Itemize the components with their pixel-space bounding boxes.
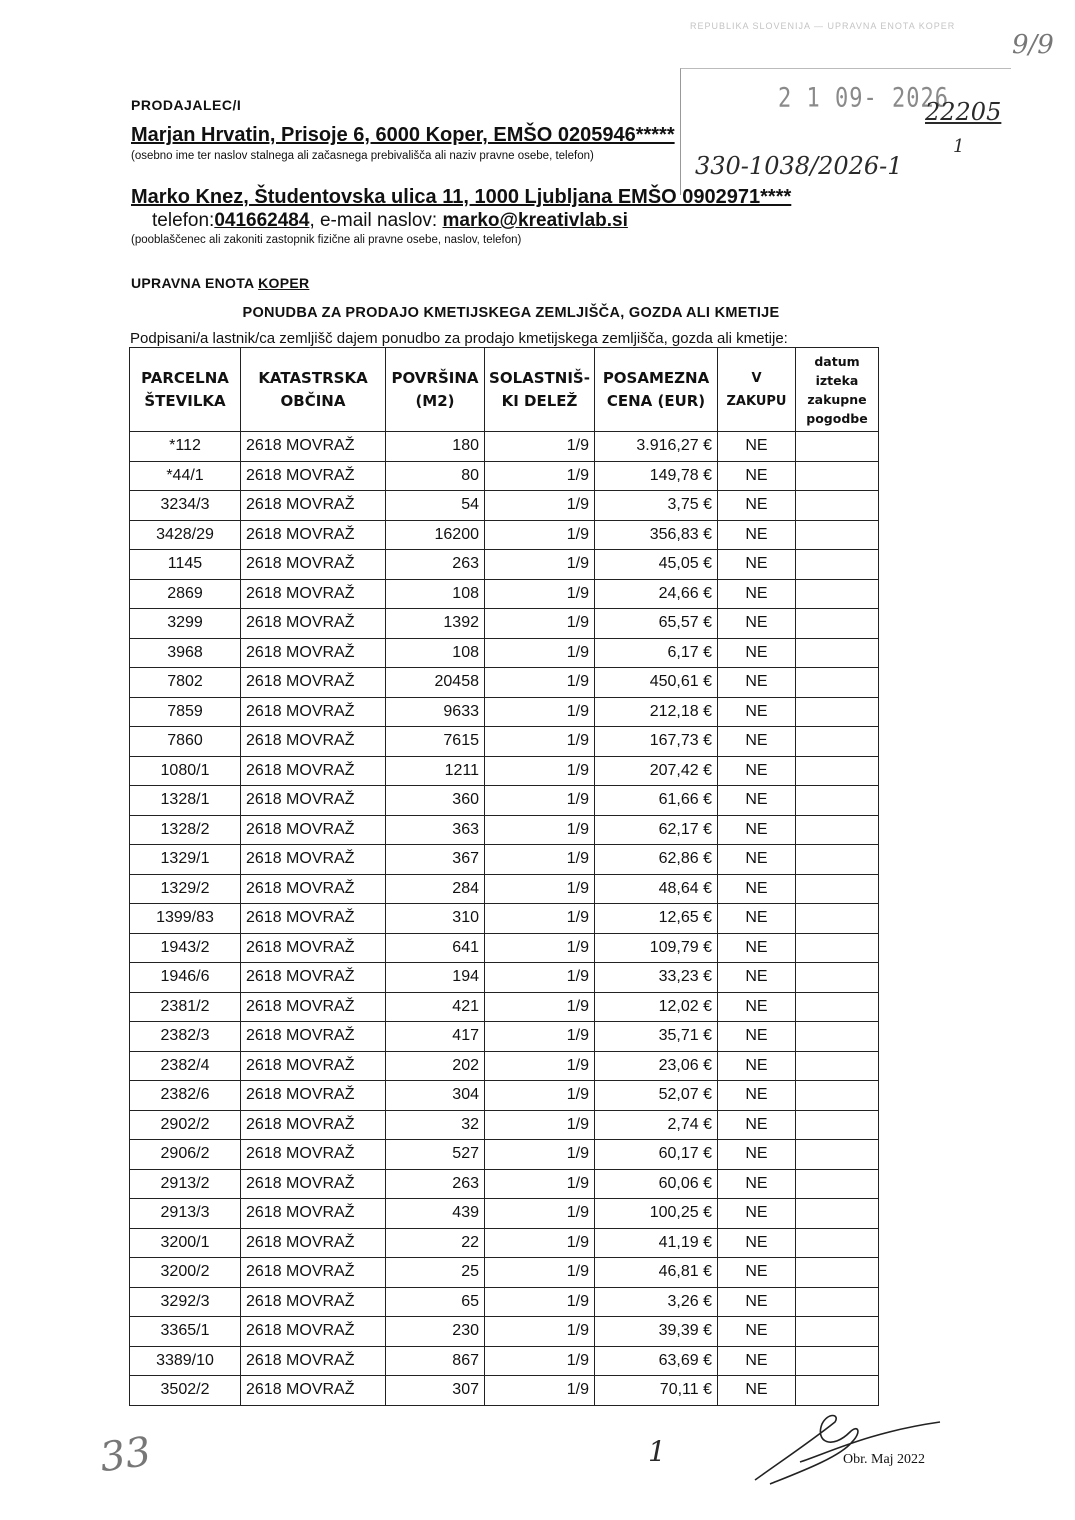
area-cell: 641 bbox=[386, 933, 485, 963]
price-cell: 6,17 € bbox=[595, 638, 718, 668]
parcel-number-cell: 3389/10 bbox=[130, 1346, 241, 1376]
parcel-number-cell: 2906/2 bbox=[130, 1140, 241, 1170]
table-row bbox=[130, 1022, 879, 1052]
area-cell: 263 bbox=[386, 550, 485, 580]
cadastral-municipality-cell: 2618 MOVRAŽ bbox=[241, 874, 386, 904]
table-row bbox=[130, 638, 879, 668]
parcel-number-cell: 1399/83 bbox=[130, 904, 241, 934]
leased-cell: NE bbox=[718, 815, 796, 845]
share-cell: 1/9 bbox=[485, 579, 595, 609]
price-cell: 12,65 € bbox=[595, 904, 718, 934]
lease-expiry-cell bbox=[796, 1081, 879, 1111]
leased-cell: NE bbox=[718, 697, 796, 727]
parcel-number-cell: 3968 bbox=[130, 638, 241, 668]
handwritten-case-reference: 330-1038/2026-1 bbox=[695, 152, 903, 180]
parcel-number-cell: 1329/1 bbox=[130, 845, 241, 875]
share-cell: 1/9 bbox=[485, 461, 595, 491]
leased-cell: NE bbox=[718, 609, 796, 639]
area-cell: 417 bbox=[386, 1022, 485, 1052]
price-cell: 46,81 € bbox=[595, 1258, 718, 1288]
area-cell: 32 bbox=[386, 1110, 485, 1140]
cadastral-municipality-cell: 2618 MOVRAŽ bbox=[241, 520, 386, 550]
cadastral-municipality-cell: 2618 MOVRAŽ bbox=[241, 579, 386, 609]
leased-cell: NE bbox=[718, 461, 796, 491]
cadastral-municipality-cell: 2618 MOVRAŽ bbox=[241, 1081, 386, 1111]
area-cell: 439 bbox=[386, 1199, 485, 1229]
table-row bbox=[130, 1346, 879, 1376]
share-cell: 1/9 bbox=[485, 1346, 595, 1376]
area-cell: 22 bbox=[386, 1228, 485, 1258]
seller-label: PRODAJALEC/I bbox=[131, 97, 242, 113]
share-cell: 1/9 bbox=[485, 845, 595, 875]
leased-cell: NE bbox=[718, 904, 796, 934]
lease-expiry-cell bbox=[796, 461, 879, 491]
leased-cell: NE bbox=[718, 638, 796, 668]
share-cell: 1/9 bbox=[485, 668, 595, 698]
cadastral-municipality-cell: 2618 MOVRAŽ bbox=[241, 1169, 386, 1199]
lease-expiry-cell bbox=[796, 550, 879, 580]
lease-expiry-cell bbox=[796, 786, 879, 816]
header-area: POVRŠINA (M2) bbox=[386, 348, 485, 432]
parcel-number-cell: 3299 bbox=[130, 609, 241, 639]
cadastral-municipality-cell: 2618 MOVRAŽ bbox=[241, 668, 386, 698]
share-cell: 1/9 bbox=[485, 697, 595, 727]
lease-expiry-cell bbox=[796, 727, 879, 757]
price-cell: 41,19 € bbox=[595, 1228, 718, 1258]
table-row bbox=[130, 1317, 879, 1347]
cadastral-municipality-cell: 2618 MOVRAŽ bbox=[241, 461, 386, 491]
leased-cell: NE bbox=[718, 1081, 796, 1111]
leased-cell: NE bbox=[718, 1317, 796, 1347]
leased-cell: NE bbox=[718, 520, 796, 550]
leased-cell: NE bbox=[718, 756, 796, 786]
form-version-label: Obr. Maj 2022 bbox=[843, 1452, 926, 1467]
table-row bbox=[130, 1081, 879, 1111]
share-cell: 1/9 bbox=[485, 874, 595, 904]
table-row bbox=[130, 815, 879, 845]
lease-expiry-cell bbox=[796, 1022, 879, 1052]
table-row bbox=[130, 963, 879, 993]
share-cell: 1/9 bbox=[485, 638, 595, 668]
price-cell: 65,57 € bbox=[595, 609, 718, 639]
area-cell: 25 bbox=[386, 1258, 485, 1288]
price-cell: 207,42 € bbox=[595, 756, 718, 786]
share-cell: 1/9 bbox=[485, 1081, 595, 1111]
price-cell: 39,39 € bbox=[595, 1317, 718, 1347]
agent-name-line: Marko Knez, Študentovska ulica 11, 1000 Ljubljana EMŠO 0902971**** bbox=[131, 186, 792, 208]
header-co-ownership-share: SOLASTNIŠ-KI DELEŽ bbox=[485, 348, 595, 432]
area-cell: 307 bbox=[386, 1376, 485, 1406]
page-number: 1 bbox=[648, 1435, 666, 1468]
table-row bbox=[130, 1140, 879, 1170]
lease-expiry-cell bbox=[796, 1317, 879, 1347]
lease-expiry-cell bbox=[796, 756, 879, 786]
lease-expiry-cell bbox=[796, 609, 879, 639]
price-cell: 212,18 € bbox=[595, 697, 718, 727]
agent-note: (pooblaščenec ali zakoniti zastopnik fizične ali pravne osebe, naslov, telefon) bbox=[131, 234, 522, 246]
cadastral-municipality-cell: 2618 MOVRAŽ bbox=[241, 1317, 386, 1347]
table-row bbox=[130, 845, 879, 875]
stamp-header-faint: REPUBLIKA SLOVENIJA — UPRAVNA ENOTA KOPER bbox=[690, 21, 956, 31]
leased-cell: NE bbox=[718, 1199, 796, 1229]
cadastral-municipality-cell: 2618 MOVRAŽ bbox=[241, 1051, 386, 1081]
leased-cell: NE bbox=[718, 1140, 796, 1170]
area-cell: 108 bbox=[386, 579, 485, 609]
cadastral-municipality-cell: 2618 MOVRAŽ bbox=[241, 815, 386, 845]
cadastral-municipality-cell: 2618 MOVRAŽ bbox=[241, 992, 386, 1022]
leased-cell: NE bbox=[718, 1287, 796, 1317]
parcel-number-cell: 7802 bbox=[130, 668, 241, 698]
cadastral-municipality-cell: 2618 MOVRAŽ bbox=[241, 1110, 386, 1140]
leased-cell: NE bbox=[718, 1376, 796, 1406]
share-cell: 1/9 bbox=[485, 1258, 595, 1288]
share-cell: 1/9 bbox=[485, 1022, 595, 1052]
leased-cell: NE bbox=[718, 1258, 796, 1288]
price-cell: 52,07 € bbox=[595, 1081, 718, 1111]
header-lease-expiry-date: datum izteka zakupne pogodbe bbox=[796, 348, 879, 432]
area-cell: 363 bbox=[386, 815, 485, 845]
parcel-number-cell: 7859 bbox=[130, 697, 241, 727]
lease-expiry-cell bbox=[796, 1346, 879, 1376]
unit-label: UPRAVNA ENOTA bbox=[131, 275, 259, 291]
administrative-unit bbox=[131, 275, 309, 291]
area-cell: 310 bbox=[386, 904, 485, 934]
share-cell: 1/9 bbox=[485, 1317, 595, 1347]
price-cell: 63,69 € bbox=[595, 1346, 718, 1376]
price-cell: 70,11 € bbox=[595, 1376, 718, 1406]
share-cell: 1/9 bbox=[485, 756, 595, 786]
lease-expiry-cell bbox=[796, 1228, 879, 1258]
header-parcel-number: PARCELNA ŠTEVILKA bbox=[130, 348, 241, 432]
leased-cell: NE bbox=[718, 668, 796, 698]
offer-title: PONUDBA ZA PRODAJO KMETIJSKEGA ZEMLJIŠČA, GOZDA ALI KMETIJE bbox=[242, 305, 780, 321]
table-row bbox=[130, 697, 879, 727]
cadastral-municipality-cell: 2618 MOVRAŽ bbox=[241, 1228, 386, 1258]
price-cell: 167,73 € bbox=[595, 727, 718, 757]
lease-expiry-cell bbox=[796, 1199, 879, 1229]
area-cell: 108 bbox=[386, 638, 485, 668]
table-row bbox=[130, 874, 879, 904]
table-row bbox=[130, 1228, 879, 1258]
leased-cell: NE bbox=[718, 845, 796, 875]
cadastral-municipality-cell: 2618 MOVRAŽ bbox=[241, 933, 386, 963]
price-cell: 35,71 € bbox=[595, 1022, 718, 1052]
signature bbox=[740, 1402, 950, 1492]
cadastral-municipality-cell: 2618 MOVRAŽ bbox=[241, 1258, 386, 1288]
cadastral-municipality-cell: 2618 MOVRAŽ bbox=[241, 1346, 386, 1376]
area-cell: 180 bbox=[386, 432, 485, 462]
table-header-row bbox=[130, 348, 879, 432]
parcel-number-cell: 1946/6 bbox=[130, 963, 241, 993]
table-row bbox=[130, 432, 879, 462]
lease-expiry-cell bbox=[796, 432, 879, 462]
price-cell: 450,61 € bbox=[595, 668, 718, 698]
share-cell: 1/9 bbox=[485, 933, 595, 963]
cadastral-municipality-cell: 2618 MOVRAŽ bbox=[241, 727, 386, 757]
share-cell: 1/9 bbox=[485, 1140, 595, 1170]
share-cell: 1/9 bbox=[485, 1110, 595, 1140]
parcel-number-cell: 2382/6 bbox=[130, 1081, 241, 1111]
cadastral-municipality-cell: 2618 MOVRAŽ bbox=[241, 609, 386, 639]
parcel-number-cell: 2381/2 bbox=[130, 992, 241, 1022]
lease-expiry-cell bbox=[796, 1140, 879, 1170]
leased-cell: NE bbox=[718, 491, 796, 521]
parcel-number-cell: 1328/2 bbox=[130, 815, 241, 845]
cadastral-municipality-cell: 2618 MOVRAŽ bbox=[241, 550, 386, 580]
lease-expiry-cell bbox=[796, 520, 879, 550]
area-cell: 1211 bbox=[386, 756, 485, 786]
table-row bbox=[130, 668, 879, 698]
share-cell: 1/9 bbox=[485, 1199, 595, 1229]
price-cell: 60,06 € bbox=[595, 1169, 718, 1199]
lease-expiry-cell bbox=[796, 1287, 879, 1317]
area-cell: 360 bbox=[386, 786, 485, 816]
parcel-number-cell: 2913/2 bbox=[130, 1169, 241, 1199]
table-row bbox=[130, 1169, 879, 1199]
cadastral-municipality-cell: 2618 MOVRAŽ bbox=[241, 638, 386, 668]
leased-cell: NE bbox=[718, 1346, 796, 1376]
parcel-number-cell: 1328/1 bbox=[130, 786, 241, 816]
area-cell: 527 bbox=[386, 1140, 485, 1170]
lease-expiry-cell bbox=[796, 1376, 879, 1406]
lease-expiry-cell bbox=[796, 1169, 879, 1199]
lease-expiry-cell bbox=[796, 933, 879, 963]
price-cell: 3,75 € bbox=[595, 491, 718, 521]
phone-number: 041662484 bbox=[214, 210, 310, 231]
leased-cell: NE bbox=[718, 933, 796, 963]
share-cell: 1/9 bbox=[485, 609, 595, 639]
cadastral-municipality-cell: 2618 MOVRAŽ bbox=[241, 1140, 386, 1170]
unit-name: KOPER bbox=[258, 275, 310, 291]
seller-name-line: Marjan Hrvatin, Prisoje 6, 6000 Koper, EMŠO 0205946***** bbox=[131, 124, 675, 146]
area-cell: 65 bbox=[386, 1287, 485, 1317]
area-cell: 867 bbox=[386, 1346, 485, 1376]
parcel-number-cell: *112 bbox=[130, 432, 241, 462]
seller-note: (osebno ime ter naslov stalnega ali začasnega prebivališča ali naziv pravne osebe, telefon) bbox=[131, 150, 594, 162]
lease-expiry-cell bbox=[796, 1051, 879, 1081]
price-cell: 60,17 € bbox=[595, 1140, 718, 1170]
table-row bbox=[130, 727, 879, 757]
area-cell: 16200 bbox=[386, 520, 485, 550]
table-row bbox=[130, 461, 879, 491]
leased-cell: NE bbox=[718, 579, 796, 609]
price-cell: 3,26 € bbox=[595, 1287, 718, 1317]
email-label: , e-mail naslov: bbox=[309, 210, 443, 231]
parcel-number-cell: 1145 bbox=[130, 550, 241, 580]
parcel-number-cell: 3502/2 bbox=[130, 1376, 241, 1406]
lease-expiry-cell bbox=[796, 904, 879, 934]
cadastral-municipality-cell: 2618 MOVRAŽ bbox=[241, 845, 386, 875]
table-row bbox=[130, 1051, 879, 1081]
table-row bbox=[130, 992, 879, 1022]
lease-expiry-cell bbox=[796, 1258, 879, 1288]
area-cell: 194 bbox=[386, 963, 485, 993]
price-cell: 62,17 € bbox=[595, 815, 718, 845]
cadastral-municipality-cell: 2618 MOVRAŽ bbox=[241, 963, 386, 993]
lease-expiry-cell bbox=[796, 815, 879, 845]
parcels-table bbox=[129, 347, 879, 1406]
area-cell: 20458 bbox=[386, 668, 485, 698]
share-cell: 1/9 bbox=[485, 1228, 595, 1258]
leased-cell: NE bbox=[718, 963, 796, 993]
leased-cell: NE bbox=[718, 1022, 796, 1052]
parcel-number-cell: 2913/3 bbox=[130, 1199, 241, 1229]
parcel-number-cell: 7860 bbox=[130, 727, 241, 757]
received-date-stamp: 2 1 09- 2026 bbox=[778, 83, 949, 114]
share-cell: 1/9 bbox=[485, 550, 595, 580]
price-cell: 62,86 € bbox=[595, 845, 718, 875]
handwritten-document-count: 33 bbox=[97, 1428, 154, 1482]
share-cell: 1/9 bbox=[485, 904, 595, 934]
price-cell: 24,66 € bbox=[595, 579, 718, 609]
parcel-number-cell: 1329/2 bbox=[130, 874, 241, 904]
leased-cell: NE bbox=[718, 992, 796, 1022]
share-cell: 1/9 bbox=[485, 432, 595, 462]
area-cell: 1392 bbox=[386, 609, 485, 639]
parcel-number-cell: 2382/3 bbox=[130, 1022, 241, 1052]
parcel-number-cell: 3200/1 bbox=[130, 1228, 241, 1258]
lease-expiry-cell bbox=[796, 668, 879, 698]
area-cell: 7615 bbox=[386, 727, 485, 757]
cadastral-municipality-cell: 2618 MOVRAŽ bbox=[241, 786, 386, 816]
handwritten-page-count: 9/9 bbox=[1012, 30, 1054, 60]
price-cell: 12,02 € bbox=[595, 992, 718, 1022]
area-cell: 80 bbox=[386, 461, 485, 491]
area-cell: 9633 bbox=[386, 697, 485, 727]
parcel-number-cell: 3365/1 bbox=[130, 1317, 241, 1347]
table-row bbox=[130, 786, 879, 816]
agent-contact-line bbox=[152, 210, 628, 232]
price-cell: 356,83 € bbox=[595, 520, 718, 550]
share-cell: 1/9 bbox=[485, 1287, 595, 1317]
parcel-number-cell: 1080/1 bbox=[130, 756, 241, 786]
parcel-number-cell: 3200/2 bbox=[130, 1258, 241, 1288]
table-row bbox=[130, 904, 879, 934]
parcel-number-cell: 3234/3 bbox=[130, 491, 241, 521]
share-cell: 1/9 bbox=[485, 992, 595, 1022]
email-address: marko@kreativlab.si bbox=[442, 210, 628, 231]
cadastral-municipality-cell: 2618 MOVRAŽ bbox=[241, 1022, 386, 1052]
leased-cell: NE bbox=[718, 786, 796, 816]
leased-cell: NE bbox=[718, 874, 796, 904]
parcel-number-cell: *44/1 bbox=[130, 461, 241, 491]
lease-expiry-cell bbox=[796, 1110, 879, 1140]
area-cell: 421 bbox=[386, 992, 485, 1022]
leased-cell: NE bbox=[718, 1051, 796, 1081]
area-cell: 263 bbox=[386, 1169, 485, 1199]
lease-expiry-cell bbox=[796, 963, 879, 993]
handwritten-record-number: 22205 bbox=[925, 98, 1002, 126]
parcel-number-cell: 2382/4 bbox=[130, 1051, 241, 1081]
handwritten-one: 1 bbox=[953, 136, 965, 157]
table-row bbox=[130, 1258, 879, 1288]
header-individual-price: POSAMEZNA CENA (EUR) bbox=[595, 348, 718, 432]
area-cell: 54 bbox=[386, 491, 485, 521]
parcel-number-cell: 3292/3 bbox=[130, 1287, 241, 1317]
price-cell: 2,74 € bbox=[595, 1110, 718, 1140]
parcel-number-cell: 2902/2 bbox=[130, 1110, 241, 1140]
cadastral-municipality-cell: 2618 MOVRAŽ bbox=[241, 1287, 386, 1317]
table-row bbox=[130, 491, 879, 521]
phone-label: telefon: bbox=[152, 210, 215, 231]
area-cell: 230 bbox=[386, 1317, 485, 1347]
parcel-number-cell: 3428/29 bbox=[130, 520, 241, 550]
price-cell: 109,79 € bbox=[595, 933, 718, 963]
area-cell: 367 bbox=[386, 845, 485, 875]
table-row bbox=[130, 520, 879, 550]
lease-expiry-cell bbox=[796, 845, 879, 875]
leased-cell: NE bbox=[718, 432, 796, 462]
table-row bbox=[130, 933, 879, 963]
table-row bbox=[130, 579, 879, 609]
share-cell: 1/9 bbox=[485, 520, 595, 550]
cadastral-municipality-cell: 2618 MOVRAŽ bbox=[241, 491, 386, 521]
table-body bbox=[130, 432, 879, 1406]
price-cell: 45,05 € bbox=[595, 550, 718, 580]
header-leased: V ZAKUPU bbox=[718, 348, 796, 432]
lease-expiry-cell bbox=[796, 579, 879, 609]
table-row bbox=[130, 609, 879, 639]
price-cell: 61,66 € bbox=[595, 786, 718, 816]
table-row bbox=[130, 1199, 879, 1229]
share-cell: 1/9 bbox=[485, 786, 595, 816]
leased-cell: NE bbox=[718, 727, 796, 757]
area-cell: 304 bbox=[386, 1081, 485, 1111]
table-row bbox=[130, 550, 879, 580]
share-cell: 1/9 bbox=[485, 491, 595, 521]
cadastral-municipality-cell: 2618 MOVRAŽ bbox=[241, 432, 386, 462]
lease-expiry-cell bbox=[796, 874, 879, 904]
leased-cell: NE bbox=[718, 550, 796, 580]
cadastral-municipality-cell: 2618 MOVRAŽ bbox=[241, 1199, 386, 1229]
table-row bbox=[130, 1287, 879, 1317]
share-cell: 1/9 bbox=[485, 1051, 595, 1081]
leased-cell: NE bbox=[718, 1228, 796, 1258]
offer-intro: Podpisani/a lastnik/ca zemljišč dajem ponudbo za prodajo kmetijskega zemljišča, gozda ali kmetije: bbox=[130, 330, 788, 347]
price-cell: 149,78 € bbox=[595, 461, 718, 491]
parcel-number-cell: 1943/2 bbox=[130, 933, 241, 963]
area-cell: 202 bbox=[386, 1051, 485, 1081]
price-cell: 3.916,27 € bbox=[595, 432, 718, 462]
parcel-number-cell: 2869 bbox=[130, 579, 241, 609]
price-cell: 48,64 € bbox=[595, 874, 718, 904]
share-cell: 1/9 bbox=[485, 963, 595, 993]
leased-cell: NE bbox=[718, 1169, 796, 1199]
header-cadastral-municipality: KATASTRSKA OBČINA bbox=[241, 348, 386, 432]
cadastral-municipality-cell: 2618 MOVRAŽ bbox=[241, 697, 386, 727]
share-cell: 1/9 bbox=[485, 727, 595, 757]
leased-cell: NE bbox=[718, 1110, 796, 1140]
share-cell: 1/9 bbox=[485, 1376, 595, 1406]
lease-expiry-cell bbox=[796, 491, 879, 521]
cadastral-municipality-cell: 2618 MOVRAŽ bbox=[241, 1376, 386, 1406]
table-row bbox=[130, 1110, 879, 1140]
share-cell: 1/9 bbox=[485, 1169, 595, 1199]
price-cell: 23,06 € bbox=[595, 1051, 718, 1081]
lease-expiry-cell bbox=[796, 638, 879, 668]
cadastral-municipality-cell: 2618 MOVRAŽ bbox=[241, 756, 386, 786]
price-cell: 100,25 € bbox=[595, 1199, 718, 1229]
lease-expiry-cell bbox=[796, 697, 879, 727]
lease-expiry-cell bbox=[796, 992, 879, 1022]
price-cell: 33,23 € bbox=[595, 963, 718, 993]
share-cell: 1/9 bbox=[485, 815, 595, 845]
cadastral-municipality-cell: 2618 MOVRAŽ bbox=[241, 904, 386, 934]
table-row bbox=[130, 1376, 879, 1406]
table-row bbox=[130, 756, 879, 786]
area-cell: 284 bbox=[386, 874, 485, 904]
